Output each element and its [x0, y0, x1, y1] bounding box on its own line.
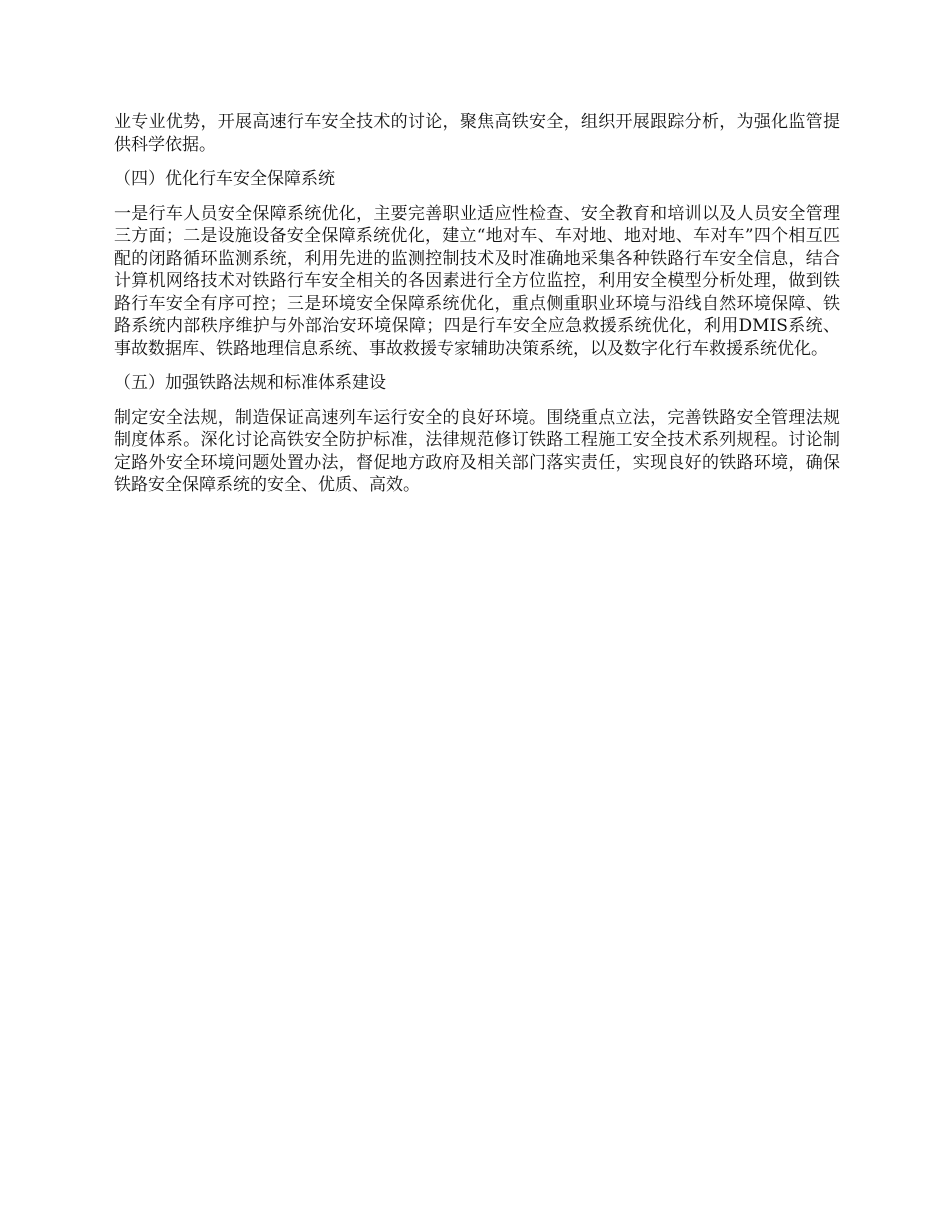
document-body [114, 111, 840, 509]
section-heading-4: （四）优化行车安全保障系统 [114, 169, 335, 189]
paragraph-regulations: 制定安全法规，制造保证高速列车运行安全的良好环境。围绕重点立法，完善铁路安全管理法规制度体系。深化讨论高铁安全防护标准，法律规范修订铁路工程施工安全技术系列规程。讨论制定路外安全环境问题处置办法，督促地方政府及相关部门落实责任，实现良好的铁路环境，确保铁路安全保障系统的安全、优质、高效。 [114, 407, 840, 495]
paragraph-safety-system: 一是行车人员安全保障系统优化，主要完善职业适应性检查、安全教育和培训以及人员安全管理三方面；二是设施设备安全保障系统优化，建立“地对车、车对地、地对地、车对车”四个相互匹配的闭路循环监测系统，利用先进的监测控制技术及时准确地采集各种铁路行车安全信息，结合计算机网络技术对铁路行车安全相关的各因素进行全方位监控，利用安全模型分析处理，做到铁路行车安全有序可控；三是环境安全保障系统优化，重点侧重职业环境与沿线自然环境保障、铁路系统内部秩序维护与外部治安环境保障；四是行车安全应急救援系统优化，利用DMIS系统、事故数据库、铁路地理信息系统、事故救援专家辅助决策系统，以及数字化行车救援系统优化。 [114, 203, 840, 359]
paragraph-continuation: 业专业优势，开展高速行车安全技术的讨论，聚焦高铁安全，组织开展跟踪分析，为强化监管提供科学依据。 [114, 112, 840, 155]
section-heading-5: （五）加强铁路法规和标准体系建设 [114, 373, 386, 393]
